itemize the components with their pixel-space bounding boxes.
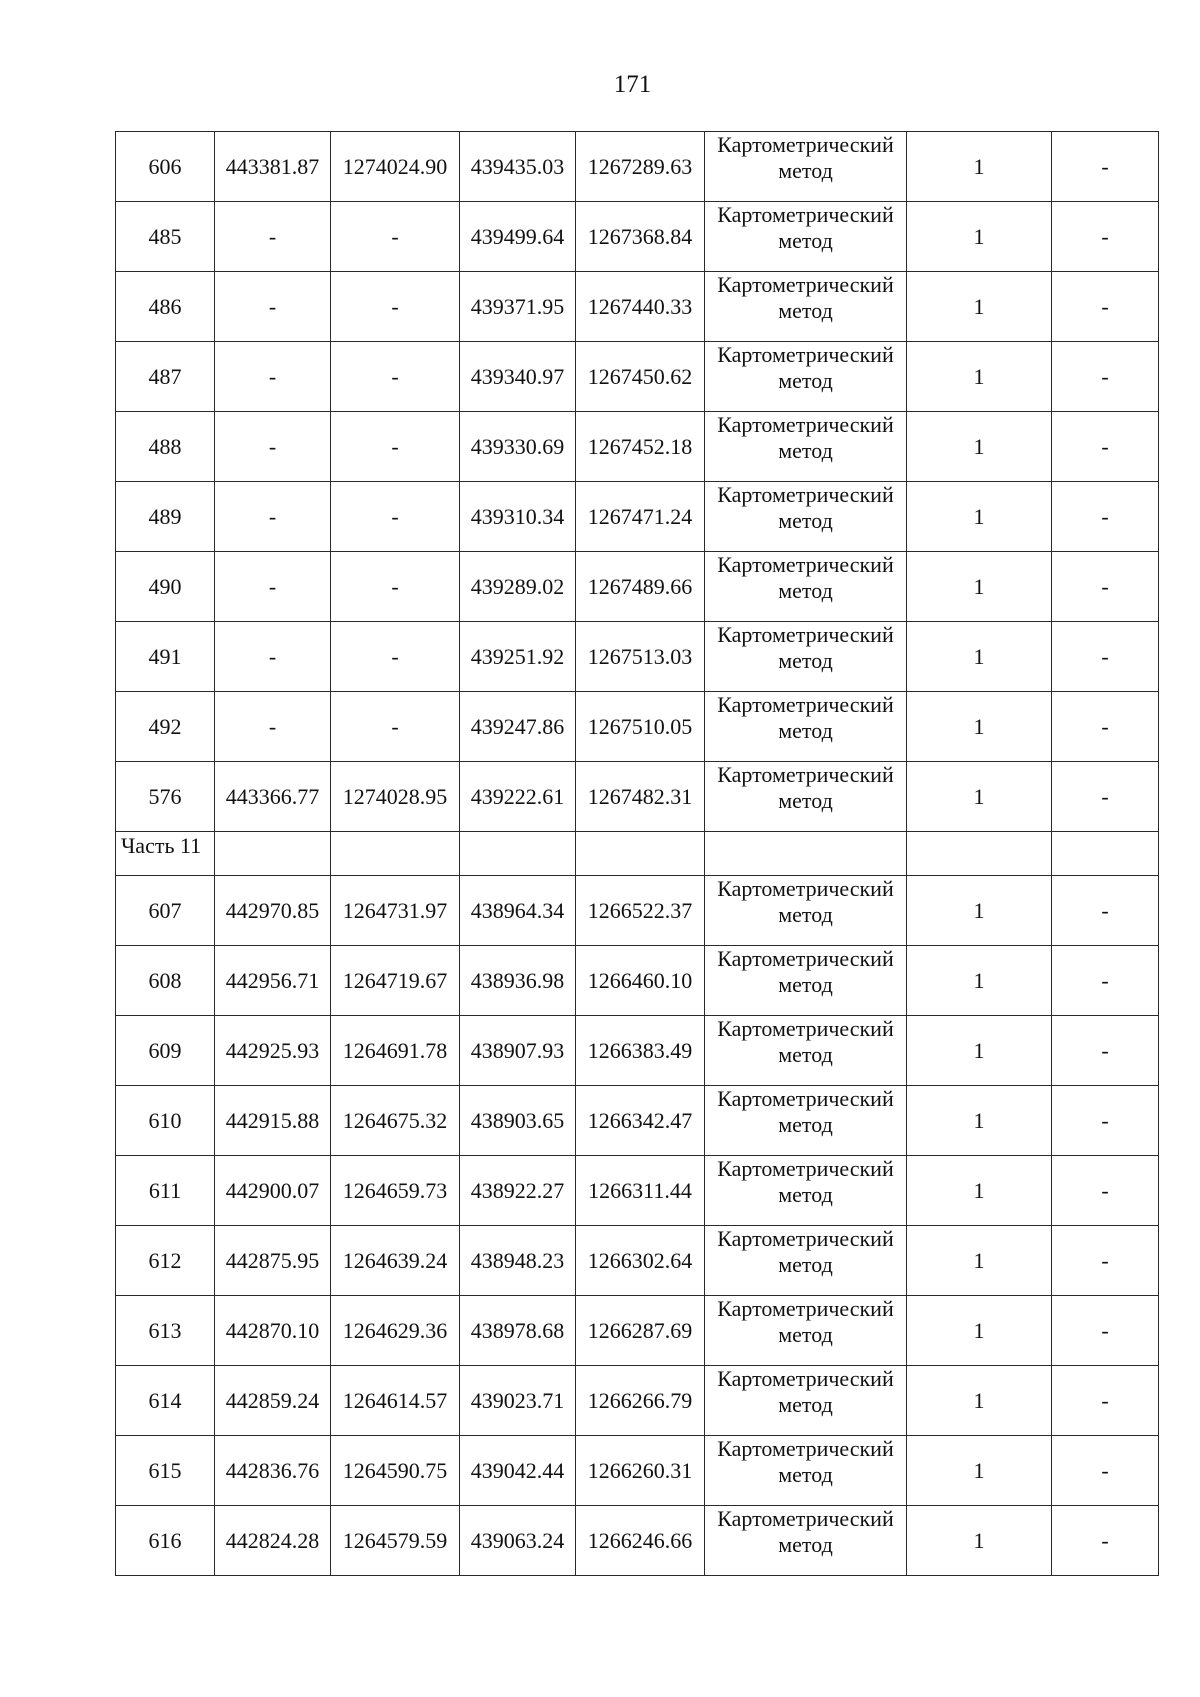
new-y-cell: 1267482.31 bbox=[576, 762, 705, 832]
method-line: метод bbox=[778, 228, 833, 253]
method-cell bbox=[705, 622, 907, 692]
new-y-cell: 1266311.44 bbox=[576, 1156, 705, 1226]
old-x-cell: - bbox=[215, 552, 331, 622]
point-number-cell: 609 bbox=[116, 1016, 215, 1086]
old-y-cell: - bbox=[331, 342, 460, 412]
method-line: Картометрический bbox=[717, 202, 894, 227]
method-line: метод bbox=[778, 298, 833, 323]
method-line: метод bbox=[778, 648, 833, 673]
new-y-cell: 1267289.63 bbox=[576, 132, 705, 202]
old-y-cell: 1264731.97 bbox=[331, 876, 460, 946]
method-line: Картометрический bbox=[717, 412, 894, 437]
point-number-cell: 492 bbox=[116, 692, 215, 762]
accuracy-cell: 1 bbox=[907, 1436, 1052, 1506]
table-row bbox=[116, 272, 1159, 342]
point-number-cell: 613 bbox=[116, 1296, 215, 1366]
new-x-cell: 439435.03 bbox=[460, 132, 576, 202]
point-number-cell: 487 bbox=[116, 342, 215, 412]
table-row bbox=[116, 946, 1159, 1016]
new-y-cell: 1266287.69 bbox=[576, 1296, 705, 1366]
table-row bbox=[116, 482, 1159, 552]
old-y-cell: - bbox=[331, 482, 460, 552]
point-number-cell: 486 bbox=[116, 272, 215, 342]
note-cell: - bbox=[1052, 1506, 1159, 1576]
note-cell: - bbox=[1052, 1226, 1159, 1296]
point-number-cell: 490 bbox=[116, 552, 215, 622]
method-cell bbox=[705, 692, 907, 762]
note-cell: - bbox=[1052, 272, 1159, 342]
accuracy-cell: 1 bbox=[907, 1156, 1052, 1226]
point-number-cell: 608 bbox=[116, 946, 215, 1016]
method-cell bbox=[705, 1016, 907, 1086]
new-x-cell: 439499.64 bbox=[460, 202, 576, 272]
new-y-cell: 1266522.37 bbox=[576, 876, 705, 946]
accuracy-cell: 1 bbox=[907, 412, 1052, 482]
empty-cell bbox=[907, 832, 1052, 876]
method-line: Картометрический bbox=[717, 692, 894, 717]
method-line: Картометрический bbox=[717, 1296, 894, 1321]
point-number-cell: 610 bbox=[116, 1086, 215, 1156]
old-x-cell: - bbox=[215, 342, 331, 412]
new-x-cell: 439340.97 bbox=[460, 342, 576, 412]
point-number-cell: 576 bbox=[116, 762, 215, 832]
note-cell: - bbox=[1052, 552, 1159, 622]
new-y-cell: 1267513.03 bbox=[576, 622, 705, 692]
new-x-cell: 438907.93 bbox=[460, 1016, 576, 1086]
table-row bbox=[116, 762, 1159, 832]
method-cell bbox=[705, 876, 907, 946]
old-x-cell: 442900.07 bbox=[215, 1156, 331, 1226]
point-number-cell: 489 bbox=[116, 482, 215, 552]
new-y-cell: 1267450.62 bbox=[576, 342, 705, 412]
new-x-cell: 439310.34 bbox=[460, 482, 576, 552]
new-x-cell: 439247.86 bbox=[460, 692, 576, 762]
table-row bbox=[116, 412, 1159, 482]
accuracy-cell: 1 bbox=[907, 482, 1052, 552]
method-cell bbox=[705, 412, 907, 482]
new-x-cell: 438922.27 bbox=[460, 1156, 576, 1226]
old-x-cell: 442824.28 bbox=[215, 1506, 331, 1576]
new-x-cell: 439330.69 bbox=[460, 412, 576, 482]
method-line: метод bbox=[778, 972, 833, 997]
method-line: метод bbox=[778, 902, 833, 927]
method-line: метод bbox=[778, 1042, 833, 1067]
method-cell bbox=[705, 1506, 907, 1576]
table-row bbox=[116, 1016, 1159, 1086]
method-cell bbox=[705, 946, 907, 1016]
method-cell bbox=[705, 1436, 907, 1506]
old-y-cell: - bbox=[331, 202, 460, 272]
accuracy-cell: 1 bbox=[907, 1016, 1052, 1086]
accuracy-cell: 1 bbox=[907, 1086, 1052, 1156]
accuracy-cell: 1 bbox=[907, 876, 1052, 946]
method-line: метод bbox=[778, 578, 833, 603]
old-y-cell: 1264639.24 bbox=[331, 1226, 460, 1296]
new-y-cell: 1266342.47 bbox=[576, 1086, 705, 1156]
method-cell bbox=[705, 482, 907, 552]
method-line: Картометрический bbox=[717, 1366, 894, 1391]
empty-cell bbox=[705, 832, 907, 876]
section-label-cell: Часть 11 bbox=[116, 832, 215, 876]
method-line: метод bbox=[778, 158, 833, 183]
point-number-cell: 616 bbox=[116, 1506, 215, 1576]
old-y-cell: 1264590.75 bbox=[331, 1436, 460, 1506]
method-line: метод bbox=[778, 368, 833, 393]
method-line: Картометрический bbox=[717, 622, 894, 647]
method-line: метод bbox=[778, 1532, 833, 1557]
note-cell: - bbox=[1052, 1016, 1159, 1086]
method-line: Картометрический bbox=[717, 272, 894, 297]
accuracy-cell: 1 bbox=[907, 202, 1052, 272]
new-x-cell: 439023.71 bbox=[460, 1366, 576, 1436]
old-x-cell: 442956.71 bbox=[215, 946, 331, 1016]
page-number: 171 bbox=[613, 71, 652, 98]
method-line: Картометрический bbox=[717, 342, 894, 367]
empty-cell bbox=[215, 832, 331, 876]
accuracy-cell: 1 bbox=[907, 1366, 1052, 1436]
note-cell: - bbox=[1052, 1436, 1159, 1506]
accuracy-cell: 1 bbox=[907, 1226, 1052, 1296]
point-number-cell: 491 bbox=[116, 622, 215, 692]
accuracy-cell: 1 bbox=[907, 272, 1052, 342]
new-x-cell: 438978.68 bbox=[460, 1296, 576, 1366]
empty-cell bbox=[460, 832, 576, 876]
accuracy-cell: 1 bbox=[907, 132, 1052, 202]
note-cell: - bbox=[1052, 946, 1159, 1016]
old-y-cell: 1264719.67 bbox=[331, 946, 460, 1016]
note-cell: - bbox=[1052, 1086, 1159, 1156]
new-x-cell: 439289.02 bbox=[460, 552, 576, 622]
method-line: Картометрический bbox=[717, 1226, 894, 1251]
method-line: метод bbox=[778, 1462, 833, 1487]
point-number-cell: 612 bbox=[116, 1226, 215, 1296]
method-line: Картометрический bbox=[717, 552, 894, 577]
old-y-cell: 1264579.59 bbox=[331, 1506, 460, 1576]
old-y-cell: 1264629.36 bbox=[331, 1296, 460, 1366]
new-x-cell: 439063.24 bbox=[460, 1506, 576, 1576]
new-y-cell: 1266260.31 bbox=[576, 1436, 705, 1506]
method-cell bbox=[705, 202, 907, 272]
note-cell: - bbox=[1052, 692, 1159, 762]
accuracy-cell: 1 bbox=[907, 1296, 1052, 1366]
method-line: Картометрический bbox=[717, 482, 894, 507]
note-cell: - bbox=[1052, 876, 1159, 946]
old-y-cell: 1264675.32 bbox=[331, 1086, 460, 1156]
old-y-cell: 1264691.78 bbox=[331, 1016, 460, 1086]
old-x-cell: - bbox=[215, 412, 331, 482]
old-y-cell: 1274024.90 bbox=[331, 132, 460, 202]
accuracy-cell: 1 bbox=[907, 552, 1052, 622]
old-y-cell: - bbox=[331, 622, 460, 692]
table-row bbox=[116, 1366, 1159, 1436]
table-row bbox=[116, 1156, 1159, 1226]
method-cell bbox=[705, 1086, 907, 1156]
point-number-cell: 606 bbox=[116, 132, 215, 202]
old-y-cell: 1264659.73 bbox=[331, 1156, 460, 1226]
new-x-cell: 438948.23 bbox=[460, 1226, 576, 1296]
point-number-cell: 488 bbox=[116, 412, 215, 482]
new-x-cell: 438964.34 bbox=[460, 876, 576, 946]
method-line: метод bbox=[778, 1322, 833, 1347]
table-row bbox=[116, 132, 1159, 202]
old-x-cell: 442836.76 bbox=[215, 1436, 331, 1506]
old-y-cell: 1264614.57 bbox=[331, 1366, 460, 1436]
note-cell: - bbox=[1052, 762, 1159, 832]
note-cell: - bbox=[1052, 622, 1159, 692]
old-x-cell: 442875.95 bbox=[215, 1226, 331, 1296]
method-line: Картометрический bbox=[717, 1436, 894, 1461]
point-number-cell: 615 bbox=[116, 1436, 215, 1506]
old-x-cell: 442925.93 bbox=[215, 1016, 331, 1086]
table-row bbox=[116, 1226, 1159, 1296]
old-x-cell: - bbox=[215, 622, 331, 692]
table-row bbox=[116, 1436, 1159, 1506]
method-cell bbox=[705, 132, 907, 202]
note-cell: - bbox=[1052, 1156, 1159, 1226]
note-cell: - bbox=[1052, 482, 1159, 552]
old-x-cell: - bbox=[215, 272, 331, 342]
new-y-cell: 1266266.79 bbox=[576, 1366, 705, 1436]
new-y-cell: 1266460.10 bbox=[576, 946, 705, 1016]
method-line: Картометрический bbox=[717, 1086, 894, 1111]
new-y-cell: 1267471.24 bbox=[576, 482, 705, 552]
method-line: Картометрический bbox=[717, 762, 894, 787]
old-y-cell: - bbox=[331, 272, 460, 342]
method-line: метод bbox=[778, 788, 833, 813]
table-row bbox=[116, 876, 1159, 946]
accuracy-cell: 1 bbox=[907, 762, 1052, 832]
method-cell bbox=[705, 342, 907, 412]
table-row bbox=[116, 202, 1159, 272]
accuracy-cell: 1 bbox=[907, 342, 1052, 412]
new-y-cell: 1267440.33 bbox=[576, 272, 705, 342]
method-cell bbox=[705, 1366, 907, 1436]
method-line: метод bbox=[778, 508, 833, 533]
old-x-cell: 443381.87 bbox=[215, 132, 331, 202]
table-body bbox=[116, 132, 1159, 1576]
new-y-cell: 1266383.49 bbox=[576, 1016, 705, 1086]
new-x-cell: 439222.61 bbox=[460, 762, 576, 832]
method-line: метод bbox=[778, 438, 833, 463]
point-number-cell: 611 bbox=[116, 1156, 215, 1226]
new-x-cell: 438936.98 bbox=[460, 946, 576, 1016]
accuracy-cell: 1 bbox=[907, 1506, 1052, 1576]
point-number-cell: 607 bbox=[116, 876, 215, 946]
old-x-cell: - bbox=[215, 692, 331, 762]
point-number-cell: 614 bbox=[116, 1366, 215, 1436]
accuracy-cell: 1 bbox=[907, 622, 1052, 692]
old-x-cell: - bbox=[215, 202, 331, 272]
method-line: Картометрический bbox=[717, 876, 894, 901]
new-x-cell: 439371.95 bbox=[460, 272, 576, 342]
old-y-cell: - bbox=[331, 412, 460, 482]
new-x-cell: 438903.65 bbox=[460, 1086, 576, 1156]
new-y-cell: 1266302.64 bbox=[576, 1226, 705, 1296]
old-x-cell: 442870.10 bbox=[215, 1296, 331, 1366]
old-x-cell: 442970.85 bbox=[215, 876, 331, 946]
method-line: метод bbox=[778, 1182, 833, 1207]
method-cell bbox=[705, 552, 907, 622]
table-row bbox=[116, 342, 1159, 412]
accuracy-cell: 1 bbox=[907, 692, 1052, 762]
empty-cell bbox=[331, 832, 460, 876]
new-x-cell: 439251.92 bbox=[460, 622, 576, 692]
table-row bbox=[116, 622, 1159, 692]
table-row bbox=[116, 552, 1159, 622]
note-cell: - bbox=[1052, 412, 1159, 482]
table-row bbox=[116, 692, 1159, 762]
point-number-cell: 485 bbox=[116, 202, 215, 272]
new-y-cell: 1267368.84 bbox=[576, 202, 705, 272]
empty-cell bbox=[1052, 832, 1159, 876]
table-row bbox=[116, 1086, 1159, 1156]
old-x-cell: 442859.24 bbox=[215, 1366, 331, 1436]
note-cell: - bbox=[1052, 1296, 1159, 1366]
accuracy-cell: 1 bbox=[907, 946, 1052, 1016]
new-y-cell: 1267510.05 bbox=[576, 692, 705, 762]
method-line: Картометрический bbox=[717, 1016, 894, 1041]
old-y-cell: 1274028.95 bbox=[331, 762, 460, 832]
method-line: Картометрический bbox=[717, 946, 894, 971]
section-row bbox=[116, 832, 1159, 876]
note-cell: - bbox=[1052, 342, 1159, 412]
method-cell bbox=[705, 1296, 907, 1366]
coordinates-table bbox=[115, 131, 1159, 1576]
old-x-cell: 442915.88 bbox=[215, 1086, 331, 1156]
method-line: метод bbox=[778, 1112, 833, 1137]
old-y-cell: - bbox=[331, 692, 460, 762]
method-line: Картометрический bbox=[717, 1506, 894, 1531]
method-line: метод bbox=[778, 1252, 833, 1277]
new-y-cell: 1267452.18 bbox=[576, 412, 705, 482]
table-row bbox=[116, 1506, 1159, 1576]
method-line: Картометрический bbox=[717, 1156, 894, 1181]
new-y-cell: 1266246.66 bbox=[576, 1506, 705, 1576]
new-x-cell: 439042.44 bbox=[460, 1436, 576, 1506]
old-y-cell: - bbox=[331, 552, 460, 622]
old-x-cell: - bbox=[215, 482, 331, 552]
method-cell bbox=[705, 1156, 907, 1226]
old-x-cell: 443366.77 bbox=[215, 762, 331, 832]
note-cell: - bbox=[1052, 132, 1159, 202]
method-cell bbox=[705, 1226, 907, 1296]
method-line: Картометрический bbox=[717, 132, 894, 157]
method-cell bbox=[705, 762, 907, 832]
method-cell bbox=[705, 272, 907, 342]
note-cell: - bbox=[1052, 202, 1159, 272]
method-line: метод bbox=[778, 1392, 833, 1417]
method-line: метод bbox=[778, 718, 833, 743]
note-cell: - bbox=[1052, 1366, 1159, 1436]
new-y-cell: 1267489.66 bbox=[576, 552, 705, 622]
table-row bbox=[116, 1296, 1159, 1366]
empty-cell bbox=[576, 832, 705, 876]
